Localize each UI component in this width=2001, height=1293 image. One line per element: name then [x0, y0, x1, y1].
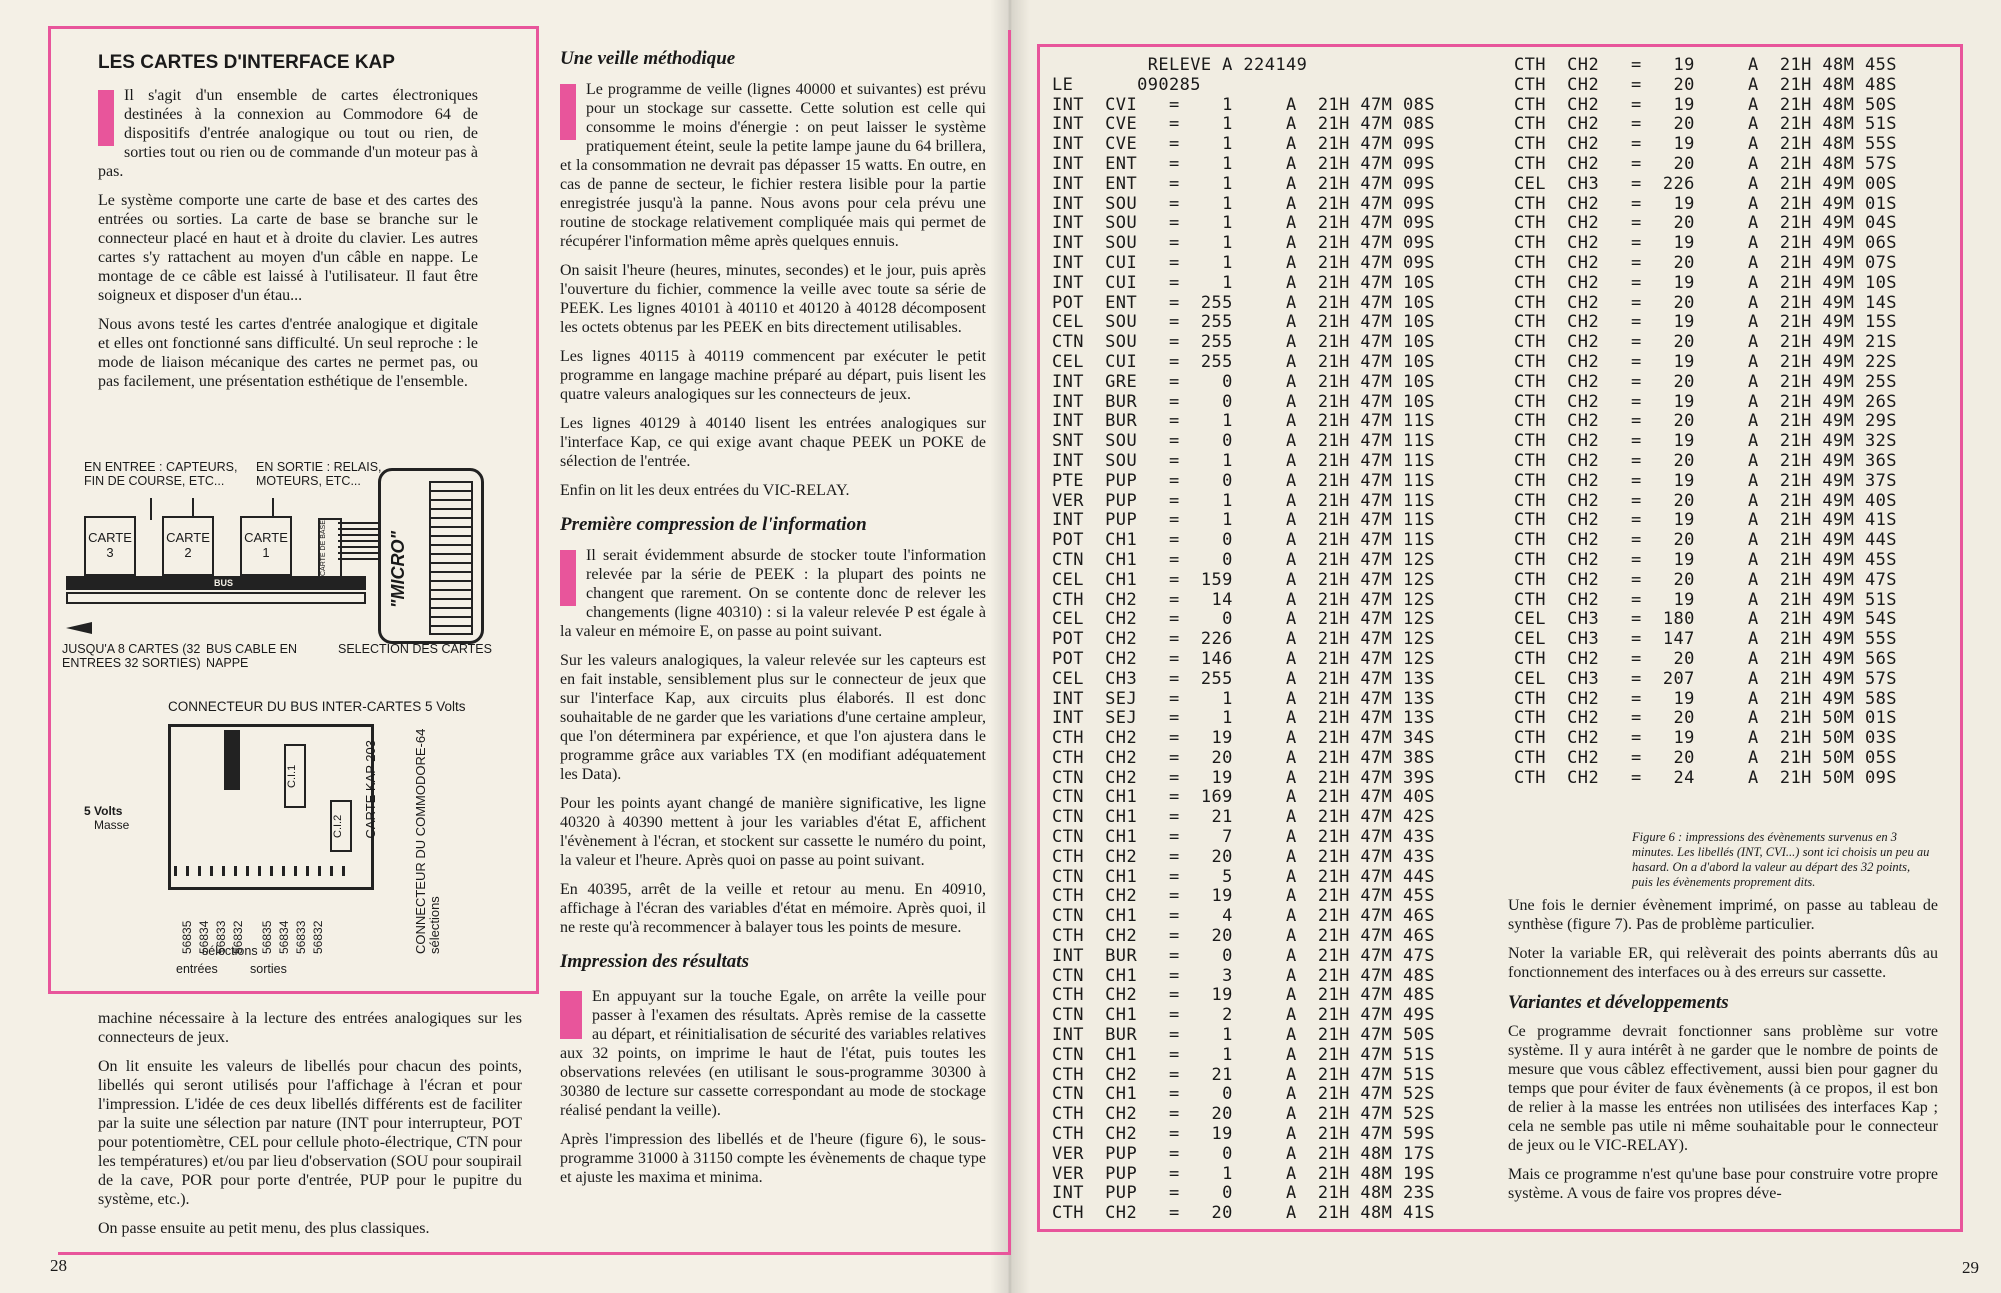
listing-line: CEL CH3 = 255 A 21H 47M 13S — [1052, 668, 1435, 689]
section-heading: Variantes et développements — [1508, 992, 1729, 1013]
listing-line: CTH CH2 = 20 A 21H 48M 41S — [1052, 1203, 1435, 1224]
listing-line: CTH CH2 = 19 A 21H 49M 26S — [1514, 391, 1897, 412]
listing-line: CTH CH2 = 19 A 21H 47M 48S — [1052, 985, 1435, 1006]
event-listing-right — [1514, 56, 1954, 816]
sidebar-title: LES CARTES D'INTERFACE KAP — [98, 52, 395, 73]
listing-line: VER PUP = 1 A 21H 48M 19S — [1052, 1163, 1435, 1184]
listing-line: CTH CH2 = 20 A 21H 48M 57S — [1514, 153, 1897, 174]
right-column-text — [1508, 896, 1938, 1203]
listing-line: CTN CH1 = 7 A 21H 47M 43S — [1052, 827, 1435, 848]
base-card: CARTE DE BASE — [318, 518, 342, 578]
listing-line: INT SEJ = 1 A 21H 47M 13S — [1052, 688, 1435, 709]
address: 56834 — [277, 920, 291, 954]
outputs-label: sorties — [250, 962, 287, 976]
body-paragraph: Le programme de veille (lignes 40000 et suivantes) est prévu pour un stockage sur cassette. Cette solution est celle qui consomme le moins d'énergie : on peut laisser le système pratiquement éteint, seule la petite lampe jaune du 64 brillera, et la consommation ne devrait pas dépasser 15 watts. En outre, en cas de panne de secteur, le fichier restera lisible pour la partie enregistrée jusqu'à la panne. Nous avons pour cela prévu une routine de stockage relativement compliquée mais qui permet de récupérer l'information même après quelques ennuis. — [560, 81, 986, 250]
listing-line: CTN SOU = 255 A 21H 47M 10S — [1052, 332, 1435, 353]
listing-line: CEL CUI = 255 A 21H 47M 10S — [1052, 351, 1435, 372]
listing-line: POT CH2 = 146 A 21H 47M 12S — [1052, 648, 1435, 669]
listing-line: CEL CH1 = 159 A 21H 47M 12S — [1052, 569, 1435, 590]
card-name: CARTE KAP 203 — [363, 740, 378, 839]
body-paragraph: Les lignes 40129 à 40140 lisent les entrées analogiques sur l'interface Kap, ce qui exige avant chaque PEEK un POKE de sélection de l'entrée. — [560, 415, 986, 470]
listing-line: CTN CH1 = 2 A 21H 47M 49S — [1052, 1005, 1435, 1026]
listing-line: CTN CH1 = 21 A 21H 47M 42S — [1052, 807, 1435, 828]
listing-line: CTN CH1 = 1 A 21H 47M 51S — [1052, 1044, 1435, 1065]
listing-line: CTH CH2 = 21 A 21H 47M 51S — [1052, 1064, 1435, 1085]
listing-line: INT ENT = 1 A 21H 47M 09S — [1052, 153, 1435, 174]
listing-line: CTH CH2 = 19 A 21H 49M 51S — [1514, 589, 1897, 610]
kap-sidebar-content — [98, 52, 478, 401]
ribbon-cable — [338, 522, 378, 562]
listing-line: INT BUR = 0 A 21H 47M 47S — [1052, 945, 1435, 966]
commodore-connector-label: CONNECTEUR DU COMMODORE-64 sélections — [413, 728, 442, 954]
listing-line: CTH CH2 = 19 A 21H 49M 15S — [1514, 312, 1897, 333]
micro-computer — [378, 468, 484, 644]
listing-line: CEL CH2 = 0 A 21H 47M 12S — [1052, 609, 1435, 630]
ic-1: C.I.1 — [284, 744, 306, 808]
listing-line: CTH CH2 = 20 A 21H 49M 21S — [1514, 332, 1897, 353]
address: 56832 — [311, 920, 325, 954]
volts-label: 5 Volts — [84, 804, 123, 818]
listing-line: CTH CH2 = 20 A 21H 49M 29S — [1514, 411, 1897, 432]
figure-caption: Figure 6 : impressions des évènements survenus en 3 minutes. Les libellés (INT, CVI...) sont ici choisis un peu au hasard. On a d'abord la valeur au départ des 32 points, puis les évènements proprement dits. — [1632, 830, 1930, 889]
listing-line: CTH CH2 = 20 A 21H 49M 40S — [1514, 490, 1897, 511]
listing-line: CTH CH2 = 20 A 21H 49M 36S — [1514, 450, 1897, 471]
listing-line: INT PUP = 0 A 21H 48M 23S — [1052, 1183, 1435, 1204]
keyboard — [429, 481, 473, 635]
listing-line: CTH CH2 = 19 A 21H 49M 58S — [1514, 688, 1897, 709]
bus-rail — [66, 592, 366, 604]
listing-line: CTH CH2 = 20 A 21H 49M 07S — [1514, 252, 1897, 273]
listing-line: CTH CH2 = 20 A 21H 48M 51S — [1514, 114, 1897, 135]
label-ribbon-cable: BUS CABLE EN NAPPE — [206, 642, 298, 670]
listing-line: CTH CH2 = 19 A 21H 49M 45S — [1514, 549, 1897, 570]
bus-connector — [224, 730, 240, 790]
listing-line: CEL CH3 = 207 A 21H 49M 57S — [1514, 668, 1897, 689]
listing-line: CEL CH3 = 147 A 21H 49M 55S — [1514, 629, 1897, 650]
listing-line: CTH CH2 = 19 A 21H 49M 10S — [1514, 272, 1897, 293]
sidebar-paragraph: Le système comporte une carte de base et des cartes des entrées ou sorties. La carte de base se branche sur le connecteur placé en haut et à droite du clavier. Les autres cartes s'y rattachent au moyen d'un câble en nappe. Le montage de ce câble est laissé à l'utilisateur. Il faut être soigneux et disposer d'un étau... — [98, 192, 478, 304]
pin-row — [174, 866, 354, 876]
listing-line: INT SOU = 1 A 21H 47M 09S — [1052, 233, 1435, 254]
listing-line: CTH CH2 = 20 A 21H 49M 44S — [1514, 530, 1897, 551]
section-heading: Première compression de l'information — [560, 514, 867, 535]
inputs-label: entrées — [176, 962, 218, 976]
listing-line: CTH CH2 = 20 A 21H 49M 47S — [1514, 569, 1897, 590]
listing-line: CTH CH2 = 19 A 21H 49M 41S — [1514, 510, 1897, 531]
label-max-cards: JUSQU'A 8 CARTES (32 ENTREES 32 SORTIES) — [62, 642, 201, 670]
section-heading: Impression des résultats — [560, 951, 749, 972]
label-inputs: EN ENTREE : CAPTEURS, FIN DE COURSE, ETC... — [84, 460, 238, 488]
listing-line: CTH CH2 = 19 A 21H 48M 45S — [1514, 55, 1897, 75]
listing-line: CTN CH1 = 0 A 21H 47M 52S — [1052, 1084, 1435, 1105]
body-paragraph: Noter la variable ER, qui relèverait des points aberrants dûs au fonctionnement des interfaces ou à des erreurs sur cassette. — [1508, 945, 1938, 981]
listing-line: INT SOU = 1 A 21H 47M 09S — [1052, 213, 1435, 234]
listing-line: CTH CH2 = 20 A 21H 49M 56S — [1514, 648, 1897, 669]
listing-line: INT CVE = 1 A 21H 47M 09S — [1052, 134, 1435, 155]
listing-line: CTH CH2 = 19 A 21H 47M 34S — [1052, 728, 1435, 749]
listing-line: LE 090285 — [1052, 74, 1201, 95]
card-chain-diagram — [62, 458, 522, 678]
card-1: CARTE 1 — [240, 516, 292, 576]
body-paragraph: On passe ensuite au petit menu, des plus classiques. — [98, 1220, 430, 1237]
dropcap-bar — [98, 90, 114, 146]
listing-line: CTH CH2 = 14 A 21H 47M 12S — [1052, 589, 1435, 610]
listing-line: CTH CH2 = 19 A 21H 48M 55S — [1514, 134, 1897, 155]
address: 56835 — [260, 920, 274, 954]
dropcap-bar — [560, 550, 576, 606]
listing-line: CTH CH2 = 19 A 21H 47M 45S — [1052, 886, 1435, 907]
arrow-line — [150, 498, 152, 520]
dropcap-bar — [560, 84, 576, 140]
body-paragraph: Pour les points ayant changé de manière significative, les ligne 40320 à 40390 mettent à jour les variables d'état E, affichent l'évènement à l'écran, et stockent sur cassette le numéro du point, la valeur et l'heure. Après quoi on passe au point suivant. — [560, 795, 986, 869]
bus-label: BUS — [214, 578, 234, 588]
listing-line: CTN CH1 = 5 A 21H 47M 44S — [1052, 866, 1435, 887]
listing-line: CTN CH1 = 4 A 21H 47M 46S — [1052, 906, 1435, 927]
left-column-continuation — [98, 1009, 522, 1238]
listing-line: SNT SOU = 0 A 21H 47M 11S — [1052, 431, 1435, 452]
listing-line: CTH CH2 = 20 A 21H 48M 48S — [1514, 74, 1897, 95]
selections-label: sélections — [202, 944, 258, 958]
listing-line: CTH CH2 = 20 A 21H 50M 05S — [1514, 747, 1897, 768]
ground-label: Masse — [94, 818, 130, 832]
listing-line: INT SOU = 1 A 21H 47M 09S — [1052, 193, 1435, 214]
listing-line: CTH CH2 = 20 A 21H 49M 14S — [1514, 292, 1897, 313]
page-number-right: 29 — [1962, 1258, 1979, 1277]
listing-line: CTH CH2 = 20 A 21H 47M 52S — [1052, 1104, 1435, 1125]
section-heading: Une veille méthodique — [560, 48, 736, 69]
label-outputs: EN SORTIE : RELAIS, MOTEURS, ETC... — [256, 460, 382, 488]
listing-line: CTN CH2 = 19 A 21H 47M 39S — [1052, 767, 1435, 788]
left-column-2 — [560, 48, 986, 1187]
listing-line: CTH CH2 = 19 A 21H 49M 06S — [1514, 233, 1897, 254]
listing-line: VER PUP = 1 A 21H 47M 11S — [1052, 490, 1435, 511]
body-paragraph: Une fois le dernier évènement imprimé, on passe au tableau de synthèse (figure 7). Pas de problème particulier. — [1508, 897, 1938, 933]
bus-connector-title: CONNECTEUR DU BUS INTER-CARTES 5 Volts — [168, 699, 466, 714]
body-paragraph: Ce programme devrait fonctionner sans problème sur votre système. Il y aura intérêt à ne garder que le nombre de points de mesure que vous câblez effectivement, aussi bien pour gagner du temps que pour éviter de faux évènements (à ce propos, il est bon de relier à la masse les entrées non utilisées des interfaces Kap ; cela ne semble pas utile ni même souhaitable pour le connecteur de jeux ou le VIC-RELAY). — [1508, 1023, 1938, 1154]
body-paragraph: On saisit l'heure (heures, minutes, secondes) et le jour, puis après l'ouverture du fichier, commence la veille avec toute sa série de PEEK. Les lignes 40101 à 40110 et 40120 à 40128 décomposent les octets obtenus par les PEEK en bits directement utilisables. — [560, 262, 986, 336]
body-paragraph: En appuyant sur la touche Egale, on arrête la veille pour passer à l'examen des résultats. Après remise de la cassette au départ, et réinitialisation de sécurité des variables relatives aux 32 points, on imprime le haut de l'état, puis toutes les observations relevées (en utilisant le sous-programme 30300 à 30380 de lecture sur cassette correspondant au mode de stockage réalisé pendant la veille). — [560, 988, 986, 1119]
body-paragraph: On lit ensuite les valeurs de libellés pour chacun des points, libellés qui seront utilisés pour l'affichage à l'écran et pour l'impression. L'idée de ces deux libellés différents est de faciliter par la suite une sélection par nature (INT pour interrupteur, POT pour potentiomètre, CEL pour cellule photo-électrique, CTN pour les températures) et/ou par lieu d'observation (SOU pour soupirail de la cave, POR pour porte d'entrée, PUP pour le pupitre du système, etc.). — [98, 1058, 522, 1208]
listing-line: INT BUR = 0 A 21H 47M 10S — [1052, 391, 1435, 412]
listing-line: VER PUP = 0 A 21H 48M 17S — [1052, 1143, 1435, 1164]
listing-line: CTH CH2 = 20 A 21H 49M 25S — [1514, 371, 1897, 392]
listing-line: CEL CH3 = 226 A 21H 49M 00S — [1514, 173, 1897, 194]
address: 56835 — [180, 920, 194, 954]
listing-line: POT CH2 = 226 A 21H 47M 12S — [1052, 629, 1435, 650]
listing-line: CTH CH2 = 20 A 21H 47M 46S — [1052, 926, 1435, 947]
arrow-left-icon — [66, 622, 92, 634]
card-2: CARTE 2 — [162, 516, 214, 576]
listing-line: PTE PUP = 0 A 21H 47M 11S — [1052, 470, 1435, 491]
listing-line: CTN CH1 = 3 A 21H 47M 48S — [1052, 965, 1435, 986]
page-number-left: 28 — [50, 1256, 67, 1275]
address: 56834 — [197, 920, 211, 954]
listing-line: INT CUI = 1 A 21H 47M 10S — [1052, 272, 1435, 293]
listing-line: INT GRE = 0 A 21H 47M 10S — [1052, 371, 1435, 392]
address: 56833 — [214, 920, 228, 954]
listing-line: INT PUP = 1 A 21H 47M 11S — [1052, 510, 1435, 531]
micro-label: "MICRO" — [388, 531, 408, 609]
listing-line: CTH CH2 = 20 A 21H 50M 01S — [1514, 708, 1897, 729]
body-paragraph: Les lignes 40115 à 40119 commencent par exécuter le petit programme en langage machine préparé au départ, puis lisent les quatre valeurs analogiques sur les connecteurs de jeux. — [560, 348, 986, 403]
listing-line: POT CH1 = 0 A 21H 47M 11S — [1052, 530, 1435, 551]
event-listing-left — [1052, 56, 1522, 1246]
label-card-selection: SELECTION DES CARTES — [338, 642, 492, 656]
ic-2: C.I.2 — [330, 800, 352, 852]
address: 56833 — [294, 920, 308, 954]
listing-line: CTH CH2 = 20 A 21H 47M 43S — [1052, 846, 1435, 867]
body-paragraph: Sur les valeurs analogiques, la valeur relevée sur les capteurs est en fait instable, sensiblement plus sur le connecteur de jeux que sur l'interface Kap, aux circuits plus élaborés. Il est donc souhaitable de ne garder que les variations d'une certaine ampleur, que l'on déterminera par expérience, et que l'on ajustera dans le programme grâce aux variables TX (en modifiant adéquatement les Data). — [560, 652, 986, 783]
listing-line: CEL SOU = 255 A 21H 47M 10S — [1052, 312, 1435, 333]
listing-line: POT ENT = 255 A 21H 47M 10S — [1052, 292, 1435, 313]
dropcap-bar — [560, 991, 582, 1039]
listing-line: INT BUR = 1 A 21H 47M 11S — [1052, 411, 1435, 432]
listing-line: CTN CH1 = 0 A 21H 47M 12S — [1052, 549, 1435, 570]
listing-line: CTH CH2 = 19 A 21H 49M 32S — [1514, 431, 1897, 452]
sidebar-paragraph: Nous avons testé les cartes d'entrée analogique et digitale et elles ont fonctionné sans difficulté. Un seul reproche : le mode de liaison mécanique des cartes ne permet pas, ou pas facilement, une présentation esthétique de l'ensemble. — [98, 316, 478, 390]
listing-line: INT BUR = 1 A 21H 47M 50S — [1052, 1025, 1435, 1046]
address: 56832 — [231, 920, 245, 954]
body-paragraph: Après l'impression des libellés et de l'heure (figure 6), le sous-programme 31000 à 31150 compte les évènements de chaque type et ajuste les maxima et minima. — [560, 1131, 986, 1186]
listing-line: CTH CH2 = 19 A 21H 47M 59S — [1052, 1124, 1435, 1145]
listing-line: INT ENT = 1 A 21H 47M 09S — [1052, 173, 1435, 194]
listing-line: CTH CH2 = 19 A 21H 48M 50S — [1514, 94, 1897, 115]
listing-line: RELEVE A 224149 — [1052, 55, 1308, 75]
card-3: CARTE 3 — [84, 516, 136, 576]
listing-line: CTH CH2 = 20 A 21H 49M 04S — [1514, 213, 1897, 234]
body-paragraph: Il serait évidemment absurde de stocker toute l'information relevée par la série de PEEK : la plupart des points ne changent que rarement. On se contente donc de relever les changements (ligne 40310) : si la valeur relevée P est égale à la valeur en mémoire E, on passe au point suivant. — [560, 547, 986, 640]
sidebar-paragraph: Il s'agit d'un ensemble de cartes électroniques destinées à la connexion au Commodore 64 de dispositifs d'entrée analogique ou tout ou rien, de sorties tout ou rien ou de commande d'un moteur pas à pas. — [98, 87, 478, 180]
listing-line: INT CVI = 1 A 21H 47M 08S — [1052, 94, 1435, 115]
listing-line: CTH CH2 = 19 A 21H 49M 37S — [1514, 470, 1897, 491]
listing-line: INT CUI = 1 A 21H 47M 09S — [1052, 252, 1435, 273]
body-paragraph: Enfin on lit les deux entrées du VIC-RELAY. — [560, 482, 850, 499]
body-paragraph: machine nécessaire à la lecture des entrées analogiques sur les connecteurs de jeux. — [98, 1010, 522, 1046]
body-paragraph: Mais ce programme n'est qu'une base pour construire votre propre système. A vous de faire vos propres déve- — [1508, 1166, 1938, 1202]
listing-line: CTH CH2 = 20 A 21H 47M 38S — [1052, 747, 1435, 768]
listing-line: CTH CH2 = 19 A 21H 49M 01S — [1514, 193, 1897, 214]
listing-line: CTN CH1 = 169 A 21H 47M 40S — [1052, 787, 1435, 808]
kap-card-diagram — [84, 700, 524, 980]
listing-line: CEL CH3 = 180 A 21H 49M 54S — [1514, 609, 1897, 630]
body-paragraph: En 40395, arrêt de la veille et retour au menu. En 40910, affichage à l'écran des variables d'état en mémoire. Après quoi, il ne reste qu'à recommencer à balayer tous les points de mesure. — [560, 881, 986, 936]
listing-line: CTH CH2 = 19 A 21H 49M 22S — [1514, 351, 1897, 372]
listing-line: INT SEJ = 1 A 21H 47M 13S — [1052, 708, 1435, 729]
listing-line: CTH CH2 = 19 A 21H 50M 03S — [1514, 728, 1897, 749]
listing-line: INT CVE = 1 A 21H 47M 08S — [1052, 114, 1435, 135]
listing-line: CTH CH2 = 24 A 21H 50M 09S — [1514, 767, 1897, 788]
listing-line: INT SOU = 1 A 21H 47M 11S — [1052, 450, 1435, 471]
